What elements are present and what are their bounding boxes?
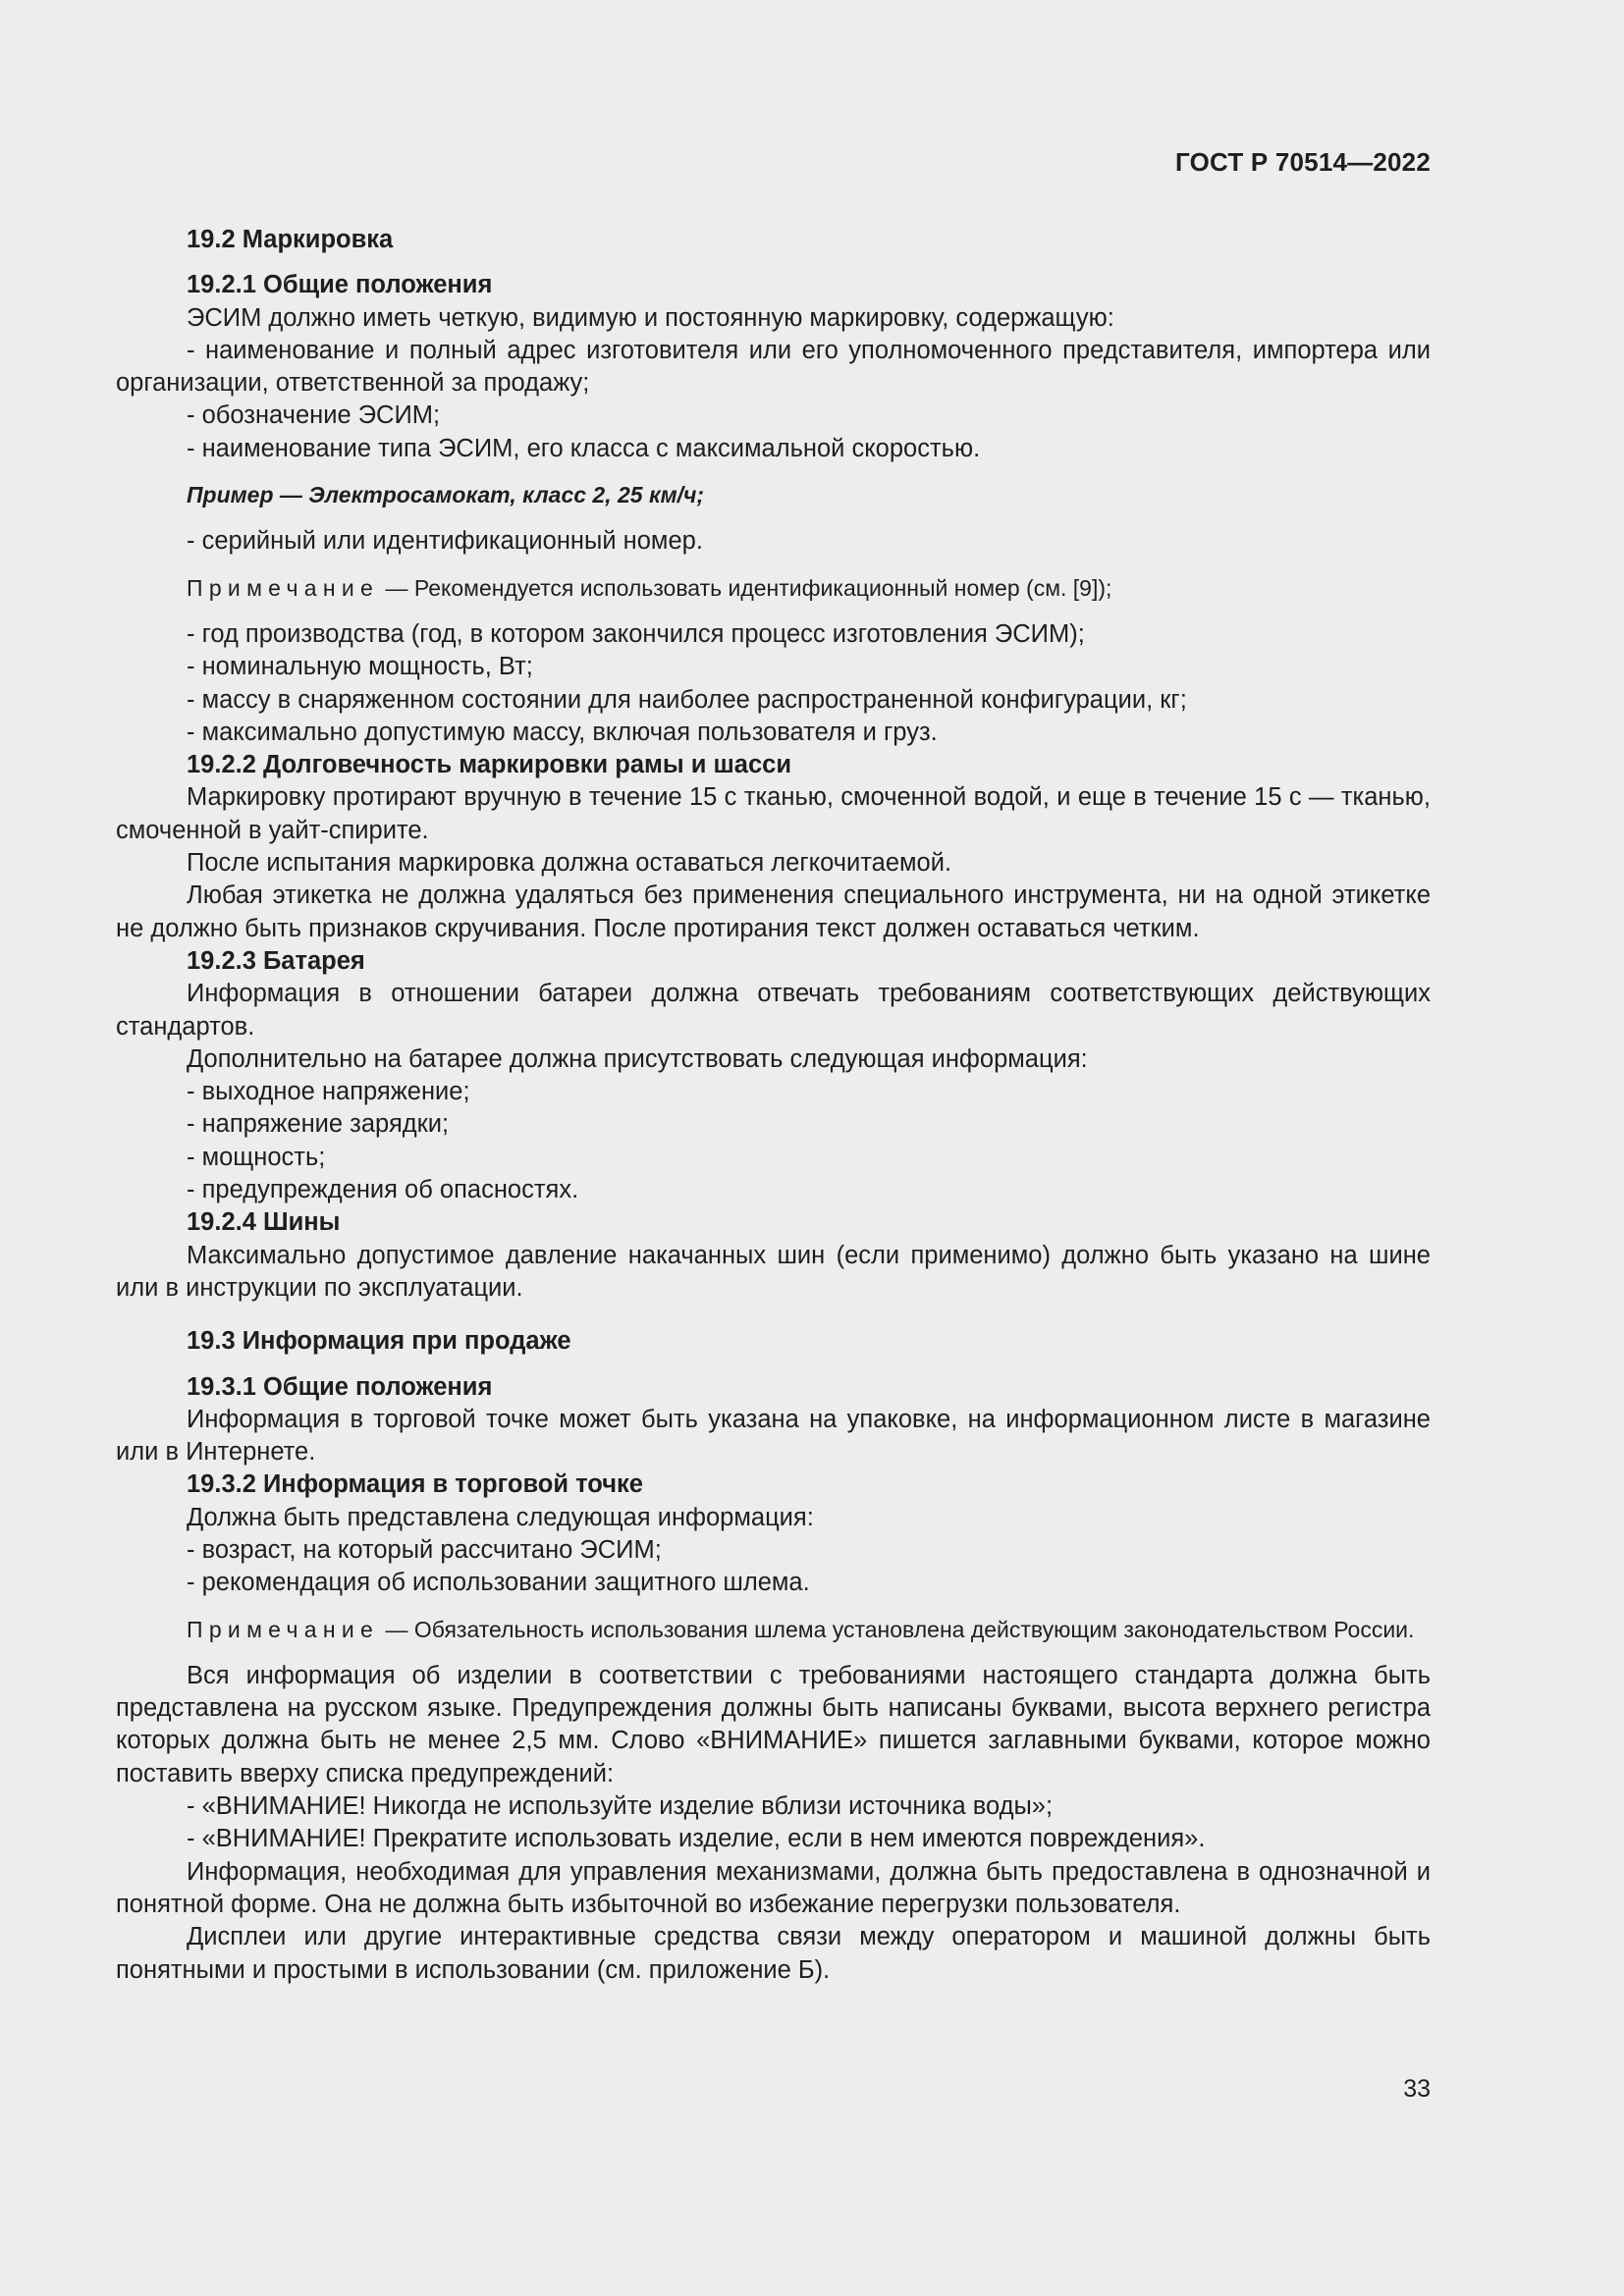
list-item: - серийный или идентификационный номер. <box>187 527 703 556</box>
note-text: — Обязательность использования шлема установлена действующим законодательством России. <box>379 1616 1415 1642</box>
list-item: - наименование типа ЭСИМ, его класса с максимальной скоростью. <box>187 434 981 462</box>
page-number: 33 <box>1403 2075 1431 2103</box>
list-item: - год производства (год, в котором закончился процесс изготовления ЭСИМ); <box>187 619 1085 648</box>
subsection-heading: 19.2.4 Шины <box>187 1208 341 1237</box>
paragraph: Максимально допустимое давление накачанных шин (если применимо) должно быть указано на шине или в инструкции по эксплуатации. <box>116 1241 1431 1302</box>
note <box>116 572 1431 605</box>
note <box>116 1614 1431 1646</box>
list-item: - мощность; <box>187 1143 326 1171</box>
list-item: - «ВНИМАНИЕ! Прекратите использовать изделие, если в нем имеются повреждения». <box>187 1825 1206 1853</box>
paragraph: ЭСИМ должно иметь четкую, видимую и постоянную маркировку, содержащую: <box>187 303 1114 332</box>
list-item: - рекомендация об использовании защитного шлема. <box>187 1569 810 1597</box>
paragraph: Информация в торговой точке может быть указана на упаковке, на информационном листе в магазине или в Интернете. <box>116 1405 1431 1467</box>
list-item: - напряжение зарядки; <box>187 1110 450 1139</box>
paragraph: Любая этикетка не должна удаляться без применения специального инструмента, ни на одной этикетке не должно быть признаков скручивания. После протирания текст должен оставаться четким. <box>116 881 1431 942</box>
list-item: - номинальную мощность, Вт; <box>187 653 533 681</box>
note-label: Примечание <box>187 1616 380 1642</box>
list-item: - массу в снаряженном состоянии для наиболее распространенной конфигурации, кг; <box>187 685 1187 714</box>
subsection-heading: 19.2.2 Долговечность маркировки рамы и шасси <box>187 751 792 779</box>
list-item: - предупреждения об опасностях. <box>187 1176 579 1204</box>
document-body <box>116 224 1431 1987</box>
list-item: - максимально допустимую массу, включая пользователя и груз. <box>187 718 938 746</box>
subsection-heading: 19.3.2 Информация в торговой точке <box>187 1470 643 1499</box>
list-item: - выходное напряжение; <box>187 1078 470 1106</box>
note-label: Примечание <box>187 574 380 601</box>
paragraph: После испытания маркировка должна оставаться легкочитаемой. <box>187 849 952 878</box>
section-heading: 19.3 Информация при продаже <box>187 1327 571 1356</box>
paragraph: Информация в отношении батареи должна отвечать требованиям соответствующих действующих стандартов. <box>116 980 1431 1041</box>
list-item: - обозначение ЭСИМ; <box>187 401 441 430</box>
paragraph: Должна быть представлена следующая информация: <box>187 1503 814 1531</box>
note-text: — Рекомендуется использовать идентификационный номер (см. [9]); <box>379 574 1112 601</box>
subsection-heading: 19.3.1 Общие положения <box>187 1372 493 1401</box>
section-heading: 19.2 Маркировка <box>187 226 394 253</box>
document-id-header: ГОСТ Р 70514—2022 <box>1175 147 1431 177</box>
list-item: - «ВНИМАНИЕ! Никогда не используйте изделие вблизи источника воды»; <box>187 1792 1054 1821</box>
example-text: Пример — Электросамокат, класс 2, 25 км/ч; <box>187 482 705 508</box>
subsection-heading: 19.2.1 Общие положения <box>187 271 493 299</box>
paragraph: Дисплеи или другие интерактивные средства связи между оператором и машиной должны быть понятными и простыми в использовании (см. приложение Б). <box>116 1923 1431 1984</box>
paragraph: Дополнительно на батарее должна присутствовать следующая информация: <box>187 1044 1088 1073</box>
list-item: - возраст, на который рассчитано ЭСИМ; <box>187 1535 662 1564</box>
list-item: - наименование и полный адрес изготовителя или его уполномоченного представителя, импортера или организации, ответственной за продажу; <box>116 336 1431 398</box>
subsection-heading: 19.2.3 Батарея <box>187 946 365 975</box>
paragraph: Маркировку протирают вручную в течение 15 с тканью, смоченной водой, и еще в течение 15 с — тканью, смоченной в уайт-спирите. <box>116 783 1431 844</box>
paragraph: Вся информация об изделии в соответствии с требованиями настоящего стандарта должна быть представлена на русском языке. Предупреждения должны быть написаны буквами, высота верхнего регистра которых должна быть не менее 2,5 мм. Слово «ВНИМАНИЕ» пишется заглавными буквами, которое можно поставить вверху списка предупреждений: <box>116 1661 1431 1788</box>
paragraph: Информация, необходимая для управления механизмами, должна быть предоставлена в однозначной и понятной форме. Она не должна быть избыточной во избежание перегрузки пользователя. <box>116 1857 1431 1918</box>
